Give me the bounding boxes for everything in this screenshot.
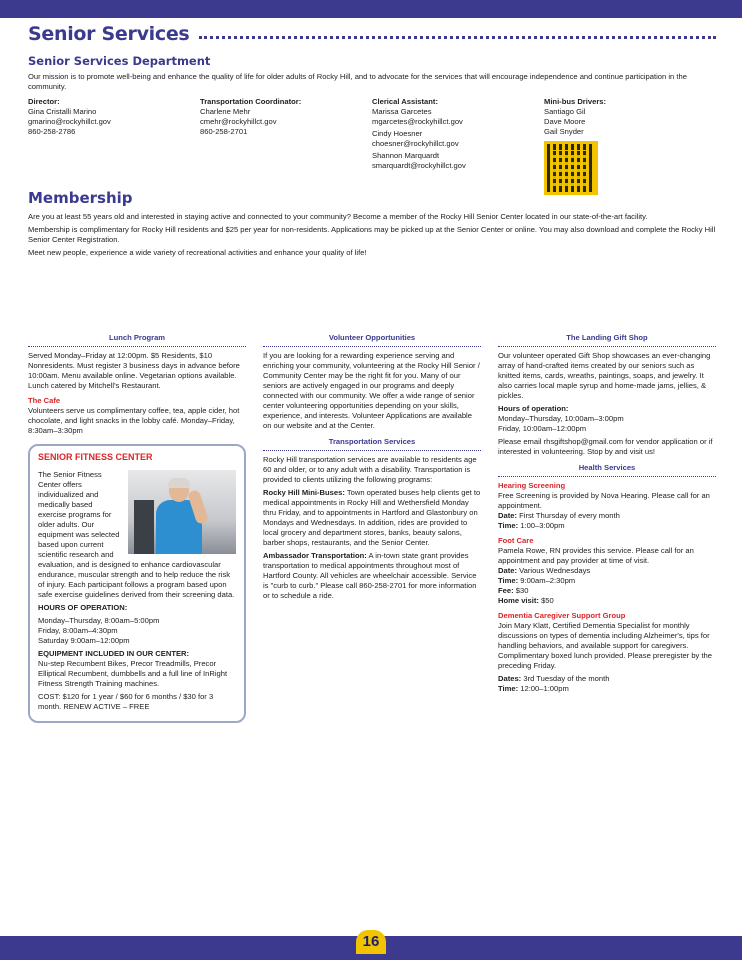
fitness-center-box — [28, 444, 246, 723]
volunteer-text: If you are looking for a rewarding experience serving and enriching your community, volunteering at the Rocky Hill Senior / Community Center may be the right fit for you. Many of our seniors are actively engaged in our programs and deeply connected with our community. We offer a wide range of senior center volunteering opportunities depending on your skills, experience, and interests. Volunteer Applications are available on our website and at the Center. — [263, 351, 480, 431]
ambassador-paragraph — [263, 551, 481, 601]
transportation-text: Rocky Hill transportation services are available to residents age 60 and older, or to any adult with a disability. Transportation is provided to clients utilizing the following programs: — [263, 455, 477, 485]
hearing-heading: Hearing Screening — [498, 481, 566, 491]
staff-directory — [28, 97, 716, 195]
fitness-center-title: SENIOR FITNESS CENTER — [38, 452, 153, 463]
minibus-paragraph — [263, 488, 481, 548]
lunch-program-heading: Lunch Program — [28, 333, 246, 347]
staff-line: Santiago Gil — [544, 107, 586, 117]
column-right — [498, 333, 716, 723]
title-dotted-rule — [199, 36, 716, 39]
volunteer-heading: Volunteer Opportunities — [263, 333, 481, 347]
staff-heading: Mini-bus Drivers: — [544, 97, 607, 107]
staff-line: 860-258-2701 — [200, 127, 248, 137]
foot-care-date — [498, 566, 716, 576]
column-middle — [263, 333, 481, 723]
staff-transportation — [200, 97, 372, 195]
page-title: Senior Services — [28, 23, 190, 46]
staff-email-link[interactable]: mgarcetes@rockyhillct.gov — [372, 117, 463, 127]
home-visit-value: $50 — [541, 596, 554, 606]
dept-heading: Senior Services Department — [28, 54, 211, 68]
date-value: Various Wednesdays — [519, 566, 591, 576]
date-label: Date: — [498, 566, 517, 576]
staff-line: Marissa Garcetes — [372, 107, 432, 117]
home-visit-label: Home visit: — [498, 596, 539, 606]
membership-heading: Membership — [28, 189, 133, 208]
dementia-date — [498, 674, 716, 684]
staff-line: Charlene Mehr — [200, 107, 251, 117]
date-value: First Thursday of every month — [519, 511, 620, 521]
time-label: Time: — [498, 576, 519, 586]
foot-care-fee — [498, 586, 716, 596]
staff-heading: Transportation Coordinator: — [200, 97, 302, 107]
transportation-heading: Transportation Services — [263, 437, 481, 451]
gift-shop-text: Our volunteer operated Gift Shop showcases an ever-changing array of hand-crafted items created by our seniors such as knitted items, cards, wreaths, paintings, soaps, and jewelry. It also carries local maple syrup and home-made jams, jellies, & pickles. — [498, 351, 711, 401]
staff-heading: Clerical Assistant: — [372, 97, 438, 107]
staff-director — [28, 97, 200, 195]
staff-line: Cindy Hoesner — [372, 129, 423, 139]
equipment-text: Nu-step Recumbent Bikes, Precor Treadmills, Precor Elliptical Recumbent, dumbbells and a full line of InRight Fitness Strength Training machines. — [38, 659, 228, 689]
date-label: Dates: — [498, 674, 522, 684]
minibus-label: Rocky Hill Mini-Buses: — [263, 488, 345, 498]
staff-email-link[interactable]: gmarino@rockyhillct.gov — [28, 117, 111, 127]
staff-email-link[interactable]: choesner@rockyhillct.gov — [372, 139, 459, 149]
gift-contact-text: Please email rhsgiftshop@gmail.com for vendor application or if interested in volunteering. Stop by and visit us! — [498, 437, 713, 457]
date-label: Date: — [498, 511, 517, 521]
gift-shop-heading: The Landing Gift Shop — [498, 333, 716, 347]
staff-drivers — [544, 97, 716, 195]
qr-code-icon[interactable] — [544, 141, 598, 195]
foot-care-home-visit — [498, 596, 716, 606]
date-value: 3rd Tuesday of the month — [523, 674, 610, 684]
fitness-center-text: The Senior Fitness Center offers individualized and medically based exercise programs for older adults. Our equipment was selected based upon current scientific research and evaluation, and is designed to enhance cardiovascular endurance, muscular strength and to help reduce the risk of injury. Each participant follows a program based upon safe exercise guidelines derived from their screening data. — [38, 470, 235, 600]
staff-email-link[interactable]: smarquardt@rockyhillct.gov — [372, 161, 466, 171]
minibus-text: Town operated buses help clients get to medical appointments in Rocky Hill and Wethersfield Monday thru Friday, and to appointments in Hartford and Glastonbury on Mondays and Wednesdays. In addition, rides are provided to local grocery and department stores, banks, beauty salons, barber shops, restaurants, and the Senior Center. — [263, 488, 481, 548]
time-label: Time: — [498, 684, 519, 694]
health-services-heading: Health Services — [498, 463, 716, 477]
time-value: 12:00–1:00pm — [520, 684, 569, 694]
staff-clerical — [372, 97, 544, 195]
staff-line: 860-258-2786 — [28, 127, 76, 137]
dementia-heading: Dementia Caregiver Support Group — [498, 611, 626, 621]
staff-heading: Director: — [28, 97, 60, 107]
equipment-heading: EQUIPMENT INCLUDED IN OUR CENTER: — [38, 649, 190, 659]
mission-text: Our mission is to promote well-being and enhance the quality of life for older adults of Rocky Hill, and to advocate for the services that will encourage independence and continue participation in the community. — [28, 72, 687, 92]
fitness-hours-line: Friday, 8:00am–4:30pm — [38, 626, 118, 636]
staff-line: Gail Snyder — [544, 127, 584, 137]
hearing-time — [498, 521, 716, 531]
hearing-text: Free Screening is provided by Nova Hearing. Please call for an appointment. — [498, 491, 710, 511]
title-row — [28, 22, 716, 48]
three-column-section — [28, 333, 716, 723]
hearing-date — [498, 511, 716, 521]
dementia-time — [498, 684, 716, 694]
foot-care-heading: Foot Care — [498, 536, 534, 546]
staff-line: Shannon Marquardt — [372, 151, 440, 161]
ambassador-text: A in-town state grant provides transportation to medical appointments throughout most of Hartford County. All vehicles are wheelchair accessible. Service is "curb to curb." Please call 860-258-2701 for more information or to schedule a ride. — [263, 551, 477, 601]
page-content — [28, 22, 716, 712]
time-value: 9:00am–2:30pm — [520, 576, 576, 586]
fitness-photo — [128, 470, 236, 554]
fitness-hours-line: Monday–Thursday, 8:00am–5:00pm — [38, 616, 160, 626]
time-label: Time: — [498, 521, 519, 531]
membership-paragraph: Meet new people, experience a wide variety of recreational activities and enhance your quality of life! — [28, 248, 367, 258]
gift-hours-line: Monday–Thursday, 10:00am–3:00pm — [498, 414, 624, 424]
top-bar — [0, 0, 742, 18]
gift-hours-line: Friday, 10:00am–12:00pm — [498, 424, 587, 434]
dementia-text: Join Mary Klatt, Certified Dementia Specialist for monthly discussions on types of dementia including Alzheimer's, tips for handling behaviors, and available support for caregivers. Complimentary boxed lunch provided. Please preregister by the preceding Friday. — [498, 621, 713, 671]
lunch-program-text: Served Monday–Friday at 12:00pm. $5 Residents, $10 Nonresidents. Must register 3 business days in advance before 10:00am. Menu available online. Vegetarian options available. Lunch catered by Mitchell's Restaurant. — [28, 351, 240, 391]
membership-paragraph: Are you at least 55 years old and interested in staying active and connected to your community? Become a member of the Rocky Hill Senior Center located in our state-of-the-art facility. — [28, 212, 648, 222]
time-value: 1:00–3:00pm — [520, 521, 565, 531]
gift-hours-heading: Hours of operation: — [498, 404, 569, 414]
page-number: 16 — [356, 930, 386, 954]
cost-text: COST: $120 for 1 year / $60 for 6 months / $30 for 3 month. RENEW ACTIVE – FREE — [38, 692, 214, 712]
fee-value: $30 — [515, 586, 529, 596]
staff-line: Gina Cristalli Marino — [28, 107, 97, 117]
foot-care-time — [498, 576, 716, 586]
staff-email-link[interactable]: cmehr@rockyhillct.gov — [200, 117, 277, 127]
membership-paragraph: Membership is complimentary for Rocky Hill residents and $25 per year for non-residents. Applications may be picked up at the Senior Center or online. You may also download and complete the Rocky Hill Senior Center Registration. — [28, 225, 716, 245]
fitness-hours-heading: HOURS OF OPERATION: — [38, 603, 128, 613]
fitness-hours-line: Saturday 9:00am–12:00pm — [38, 636, 130, 646]
fee-label: Fee: — [498, 586, 514, 596]
cafe-text: Volunteers serve us complimentary coffee, tea, apple cider, hot chocolate, and light snacks in the lobby café. Monday–Friday, 8:30am–3:30pm — [28, 406, 240, 436]
staff-line: Dave Moore — [544, 117, 586, 127]
ambassador-label: Ambassador Transportation: — [263, 551, 367, 561]
column-left — [28, 333, 246, 723]
foot-care-text: Pamela Rowe, RN provides this service. Please call for an appointment and pay provider at time of visit. — [498, 546, 694, 566]
cafe-heading: The Cafe — [28, 396, 61, 406]
